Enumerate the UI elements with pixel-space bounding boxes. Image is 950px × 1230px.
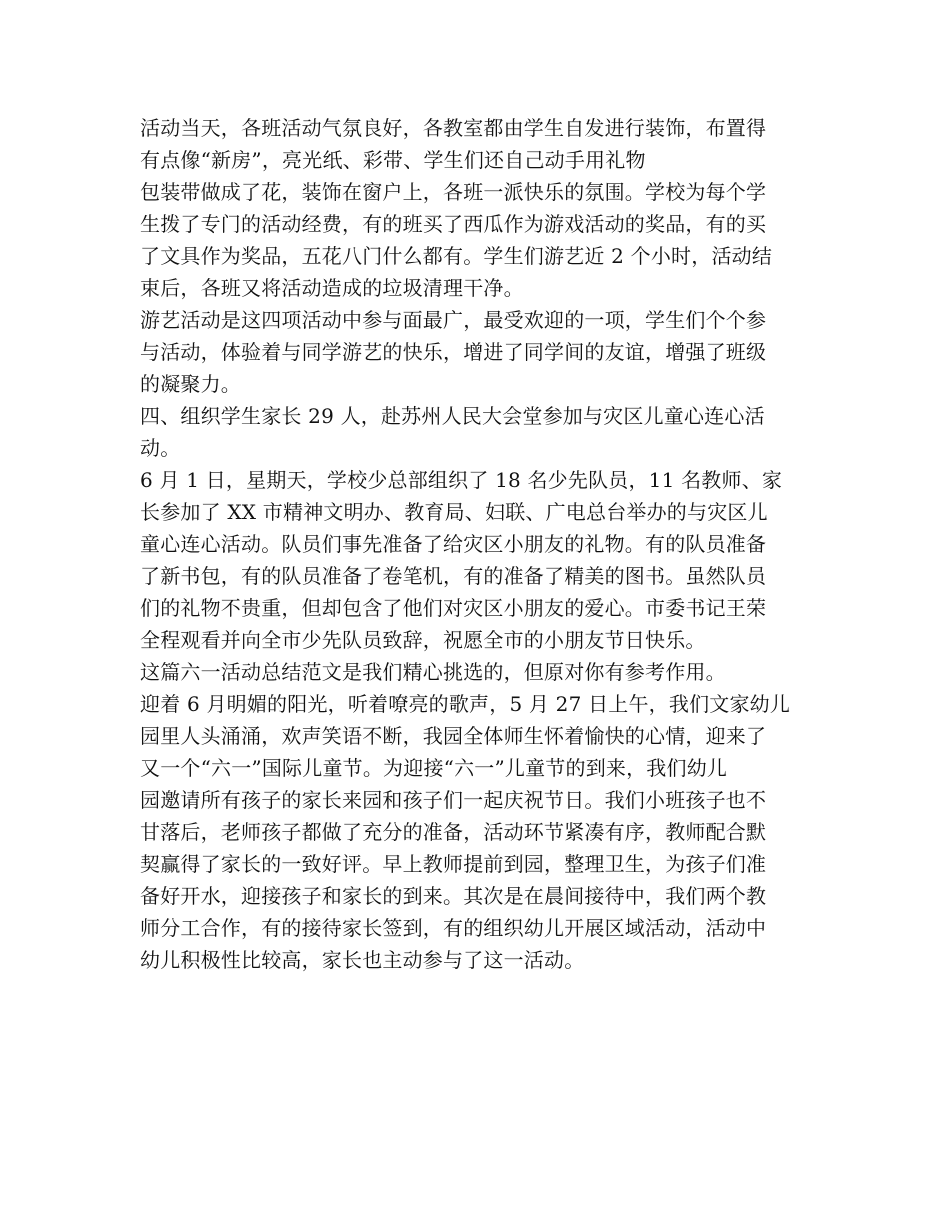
text-line: 束后，各班又将活动造成的垃圾清理干净。 (140, 276, 524, 300)
text-line: 6 月 1 日，星期天，学校少总部组织了 18 名少先队员，11 名教师、家 (140, 468, 783, 492)
text-line: 的凝聚力。 (140, 372, 241, 396)
text-line: 幼儿积极性比较高，家长也主动参与了这一活动。 (140, 948, 585, 972)
text-line: 生拨了专门的活动经费，有的班买了西瓜作为游戏活动的奖品，有的买 (140, 212, 767, 236)
text-line: 又一个“六一”国际儿童节。为迎接“六一”儿童节的到来，我们幼儿 (140, 756, 728, 780)
text-line: 与活动，体验着与同学游艺的快乐，增进了同学间的友谊，增强了班级 (140, 340, 767, 364)
text-line: 契赢得了家长的一致好评。早上教师提前到园，整理卫生，为孩子们准 (140, 852, 767, 876)
text-line: 动。 (140, 436, 181, 460)
text-line: 童心连心活动。队员们事先准备了给灾区小朋友的礼物。有的队员准备 (140, 532, 767, 556)
text-line: 全程观看并向全市少先队员致辞，祝愿全市的小朋友节日快乐。 (140, 628, 706, 652)
text-line: 这篇六一活动总结范文是我们精心挑选的，但原对你有参考作用。 (140, 660, 726, 684)
text-line: 园邀请所有孩子的家长来园和孩子们一起庆祝节日。我们小班孩子也不 (140, 788, 767, 812)
text-line: 有点像“新房”，亮光纸、彩带、学生们还自己动手用礼物 (140, 148, 646, 172)
text-line: 包装带做成了花，装饰在窗户上，各班一派快乐的氛围。学校为每个学 (140, 180, 767, 204)
document-body (140, 112, 820, 976)
text-line: 四、组织学生家长 29 人，赴苏州人民大会堂参加与灾区儿童心连心活 (140, 404, 765, 428)
text-line: 了新书包，有的队员准备了卷笔机，有的准备了精美的图书。虽然队员 (140, 564, 767, 588)
text-line: 师分工合作，有的接待家长签到，有的组织幼儿开展区域活动，活动中 (140, 916, 767, 940)
text-line: 游艺活动是这四项活动中参与面最广，最受欢迎的一项，学生们个个参 (140, 308, 767, 332)
text-line: 园里人头涌涌，欢声笑语不断，我园全体师生怀着愉快的心情，迎来了 (140, 724, 767, 748)
text-line: 长参加了 XX 市精神文明办、教育局、妇联、广电总台举办的与灾区儿 (140, 500, 768, 524)
text-line: 甘落后，老师孩子都做了充分的准备，活动环节紧凑有序，教师配合默 (140, 820, 767, 844)
text-line: 备好开水，迎接孩子和家长的到来。其次是在晨间接待中，我们两个教 (140, 884, 767, 908)
text-line: 了文具作为奖品，五花八门什么都有。学生们游艺近 2 个小时，活动结 (140, 244, 773, 268)
text-line: 迎着 6 月明媚的阳光，听着嘹亮的歌声，5 月 27 日上午，我们文家幼儿 (140, 692, 791, 716)
text-line: 活动当天，各班活动气氛良好，各教室都由学生自发进行装饰，布置得 (140, 116, 767, 140)
text-line: 们的礼物不贵重，但却包含了他们对灾区小朋友的爱心。市委书记王荣 (140, 596, 767, 620)
